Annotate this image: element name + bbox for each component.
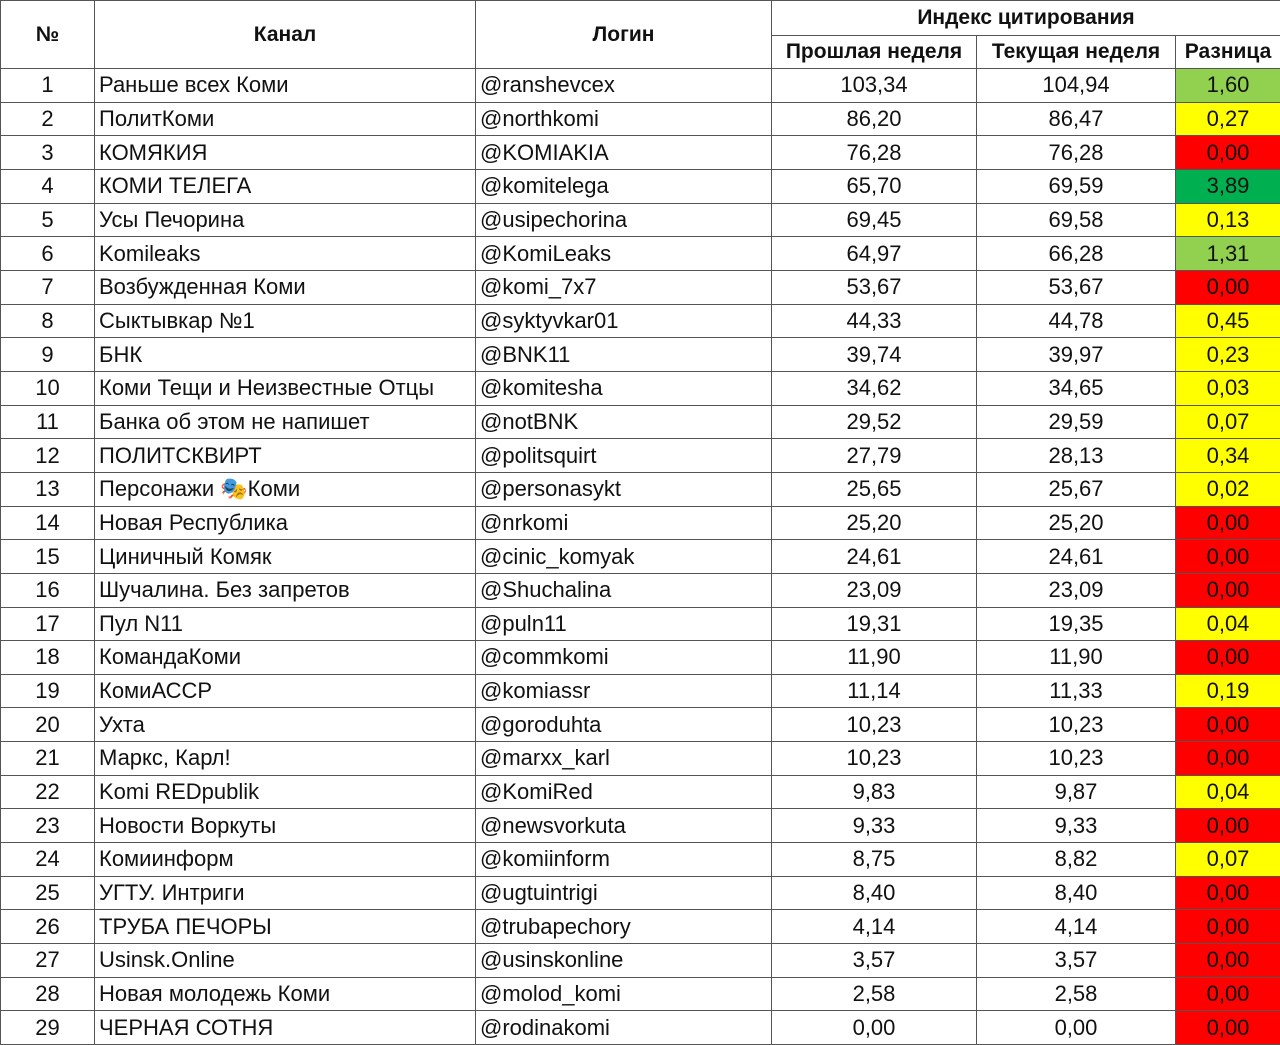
channel-name: Новая Республика — [95, 506, 476, 540]
channel-name: Новая молодежь Коми — [95, 977, 476, 1011]
channel-name: Маркс, Карл! — [95, 742, 476, 776]
prev-week-value: 25,65 — [772, 472, 977, 506]
diff-value: 0,34 — [1176, 439, 1280, 473]
channel-login: @usinskonline — [476, 944, 772, 978]
prev-week-value: 0,00 — [772, 1011, 977, 1045]
header-login: Логин — [476, 1, 772, 69]
curr-week-value: 104,94 — [977, 69, 1176, 103]
prev-week-value: 3,57 — [772, 944, 977, 978]
header-diff: Разница — [1176, 36, 1280, 69]
curr-week-value: 19,35 — [977, 607, 1176, 641]
row-number: 6 — [1, 237, 95, 271]
curr-week-value: 10,23 — [977, 742, 1176, 776]
prev-week-value: 4,14 — [772, 910, 977, 944]
channel-login: @personasykt — [476, 472, 772, 506]
table-row — [1, 69, 1280, 103]
diff-value: 3,89 — [1176, 169, 1280, 203]
channel-login: @northkomi — [476, 102, 772, 136]
diff-value: 0,00 — [1176, 742, 1280, 776]
channel-login: @komiinform — [476, 843, 772, 877]
channel-login: @KOMIAKIA — [476, 136, 772, 170]
curr-week-value: 4,14 — [977, 910, 1176, 944]
channel-login: @nrkomi — [476, 506, 772, 540]
table-row — [1, 607, 1280, 641]
channel-name: Komi REDpublik — [95, 775, 476, 809]
channel-login: @molod_komi — [476, 977, 772, 1011]
curr-week-value: 86,47 — [977, 102, 1176, 136]
curr-week-value: 0,00 — [977, 1011, 1176, 1045]
prev-week-value: 86,20 — [772, 102, 977, 136]
prev-week-value: 53,67 — [772, 270, 977, 304]
diff-value: 0,00 — [1176, 1011, 1280, 1045]
diff-value: 1,31 — [1176, 237, 1280, 271]
row-number: 18 — [1, 641, 95, 675]
row-number: 8 — [1, 304, 95, 338]
prev-week-value: 11,14 — [772, 674, 977, 708]
row-number: 1 — [1, 69, 95, 103]
table-row — [1, 405, 1280, 439]
table-row — [1, 506, 1280, 540]
curr-week-value: 76,28 — [977, 136, 1176, 170]
curr-week-value: 29,59 — [977, 405, 1176, 439]
diff-value: 0,00 — [1176, 641, 1280, 675]
channel-name: Сыктывкар №1 — [95, 304, 476, 338]
channel-name: КОМИ ТЕЛЕГА — [95, 169, 476, 203]
channel-name: ПолитКоми — [95, 102, 476, 136]
row-number: 7 — [1, 270, 95, 304]
curr-week-value: 25,67 — [977, 472, 1176, 506]
curr-week-value: 66,28 — [977, 237, 1176, 271]
row-number: 19 — [1, 674, 95, 708]
table-row — [1, 1011, 1280, 1045]
row-number: 16 — [1, 573, 95, 607]
header-number: № — [1, 1, 95, 69]
row-number: 5 — [1, 203, 95, 237]
channel-login: @komitesha — [476, 371, 772, 405]
curr-week-value: 10,23 — [977, 708, 1176, 742]
header-citation-index: Индекс цитирования — [772, 1, 1280, 36]
curr-week-value: 53,67 — [977, 270, 1176, 304]
channel-name: Usinsk.Online — [95, 944, 476, 978]
channel-login: @komitelega — [476, 169, 772, 203]
table-row — [1, 944, 1280, 978]
channel-login: @cinic_komyak — [476, 540, 772, 574]
header-curr-week: Текущая неделя — [977, 36, 1176, 69]
channel-name: Ухта — [95, 708, 476, 742]
row-number: 17 — [1, 607, 95, 641]
table-row — [1, 472, 1280, 506]
table-row — [1, 136, 1280, 170]
diff-value: 0,27 — [1176, 102, 1280, 136]
header-prev-week: Прошлая неделя — [772, 36, 977, 69]
channel-name: Раньше всех Коми — [95, 69, 476, 103]
table-row — [1, 540, 1280, 574]
row-number: 4 — [1, 169, 95, 203]
diff-value: 0,00 — [1176, 944, 1280, 978]
prev-week-value: 10,23 — [772, 708, 977, 742]
diff-value: 0,00 — [1176, 977, 1280, 1011]
table-row — [1, 169, 1280, 203]
channel-name: Коми Тещи и Неизвестные Отцы — [95, 371, 476, 405]
table-row — [1, 270, 1280, 304]
prev-week-value: 69,45 — [772, 203, 977, 237]
channel-name: ПОЛИТСКВИРТ — [95, 439, 476, 473]
curr-week-value: 3,57 — [977, 944, 1176, 978]
diff-value: 0,00 — [1176, 708, 1280, 742]
diff-value: 0,07 — [1176, 843, 1280, 877]
row-number: 29 — [1, 1011, 95, 1045]
channel-login: @komi_7x7 — [476, 270, 772, 304]
curr-week-value: 9,33 — [977, 809, 1176, 843]
channel-login: @goroduhta — [476, 708, 772, 742]
channel-login: @commkomi — [476, 641, 772, 675]
prev-week-value: 27,79 — [772, 439, 977, 473]
channel-name: Банка об этом не напишет — [95, 405, 476, 439]
diff-value: 0,45 — [1176, 304, 1280, 338]
diff-value: 0,00 — [1176, 573, 1280, 607]
table-row — [1, 977, 1280, 1011]
row-number: 22 — [1, 775, 95, 809]
channel-name: Усы Печорина — [95, 203, 476, 237]
curr-week-value: 8,82 — [977, 843, 1176, 877]
table-row — [1, 439, 1280, 473]
channel-login: @trubapechory — [476, 910, 772, 944]
prev-week-value: 25,20 — [772, 506, 977, 540]
curr-week-value: 34,65 — [977, 371, 1176, 405]
table-row — [1, 742, 1280, 776]
row-number: 23 — [1, 809, 95, 843]
diff-value: 0,00 — [1176, 270, 1280, 304]
prev-week-value: 8,75 — [772, 843, 977, 877]
row-number: 12 — [1, 439, 95, 473]
prev-week-value: 23,09 — [772, 573, 977, 607]
row-number: 2 — [1, 102, 95, 136]
channel-login: @notBNK — [476, 405, 772, 439]
table-row — [1, 338, 1280, 372]
prev-week-value: 34,62 — [772, 371, 977, 405]
diff-value: 0,07 — [1176, 405, 1280, 439]
prev-week-value: 8,40 — [772, 876, 977, 910]
prev-week-value: 39,74 — [772, 338, 977, 372]
table-row — [1, 304, 1280, 338]
prev-week-value: 103,34 — [772, 69, 977, 103]
row-number: 3 — [1, 136, 95, 170]
row-number: 21 — [1, 742, 95, 776]
curr-week-value: 11,33 — [977, 674, 1176, 708]
table-row — [1, 102, 1280, 136]
channel-name: Циничный Комяк — [95, 540, 476, 574]
table-row — [1, 876, 1280, 910]
row-number: 15 — [1, 540, 95, 574]
prev-week-value: 76,28 — [772, 136, 977, 170]
channel-name: Komileaks — [95, 237, 476, 271]
table-row — [1, 641, 1280, 675]
channel-login: @rodinakomi — [476, 1011, 772, 1045]
diff-value: 0,04 — [1176, 775, 1280, 809]
row-number: 13 — [1, 472, 95, 506]
prev-week-value: 19,31 — [772, 607, 977, 641]
header-channel: Канал — [95, 1, 476, 69]
channel-login: @marxx_karl — [476, 742, 772, 776]
channel-name: Возбужденная Коми — [95, 270, 476, 304]
channel-login: @usipechorina — [476, 203, 772, 237]
prev-week-value: 10,23 — [772, 742, 977, 776]
channel-name: Персонажи 🎭Коми — [95, 472, 476, 506]
diff-value: 0,13 — [1176, 203, 1280, 237]
channel-login: @komiassr — [476, 674, 772, 708]
table-row — [1, 910, 1280, 944]
channel-name: ЧЕРНАЯ СОТНЯ — [95, 1011, 476, 1045]
prev-week-value: 11,90 — [772, 641, 977, 675]
table-row — [1, 809, 1280, 843]
channel-login: @puln11 — [476, 607, 772, 641]
diff-value: 0,00 — [1176, 809, 1280, 843]
prev-week-value: 44,33 — [772, 304, 977, 338]
curr-week-value: 9,87 — [977, 775, 1176, 809]
row-number: 27 — [1, 944, 95, 978]
table-row — [1, 674, 1280, 708]
channel-login: @Shuchalina — [476, 573, 772, 607]
curr-week-value: 23,09 — [977, 573, 1176, 607]
channel-login: @politsquirt — [476, 439, 772, 473]
channel-login: @syktyvkar01 — [476, 304, 772, 338]
table-row — [1, 775, 1280, 809]
row-number: 20 — [1, 708, 95, 742]
curr-week-value: 25,20 — [977, 506, 1176, 540]
channel-login: @BNK11 — [476, 338, 772, 372]
row-number: 24 — [1, 843, 95, 877]
curr-week-value: 69,59 — [977, 169, 1176, 203]
curr-week-value: 69,58 — [977, 203, 1176, 237]
curr-week-value: 24,61 — [977, 540, 1176, 574]
prev-week-value: 9,33 — [772, 809, 977, 843]
row-number: 11 — [1, 405, 95, 439]
channel-name: КомандаКоми — [95, 641, 476, 675]
diff-value: 0,00 — [1176, 136, 1280, 170]
diff-value: 0,19 — [1176, 674, 1280, 708]
diff-value: 0,00 — [1176, 910, 1280, 944]
channel-login: @KomiLeaks — [476, 237, 772, 271]
curr-week-value: 28,13 — [977, 439, 1176, 473]
channel-name: КОМЯКИЯ — [95, 136, 476, 170]
diff-value: 1,60 — [1176, 69, 1280, 103]
row-number: 26 — [1, 910, 95, 944]
curr-week-value: 44,78 — [977, 304, 1176, 338]
channel-login: @KomiRed — [476, 775, 772, 809]
row-number: 14 — [1, 506, 95, 540]
diff-value: 0,00 — [1176, 506, 1280, 540]
diff-value: 0,03 — [1176, 371, 1280, 405]
channel-login: @newsvorkuta — [476, 809, 772, 843]
row-number: 28 — [1, 977, 95, 1011]
prev-week-value: 64,97 — [772, 237, 977, 271]
channel-name: ТРУБА ПЕЧОРЫ — [95, 910, 476, 944]
prev-week-value: 24,61 — [772, 540, 977, 574]
table-row — [1, 371, 1280, 405]
row-number: 10 — [1, 371, 95, 405]
channel-name: КомиАССР — [95, 674, 476, 708]
table-row — [1, 237, 1280, 271]
diff-value: 0,23 — [1176, 338, 1280, 372]
channel-login: @ugtuintrigi — [476, 876, 772, 910]
diff-value: 0,02 — [1176, 472, 1280, 506]
diff-value: 0,00 — [1176, 540, 1280, 574]
curr-week-value: 11,90 — [977, 641, 1176, 675]
channel-name: Пул N11 — [95, 607, 476, 641]
curr-week-value: 8,40 — [977, 876, 1176, 910]
prev-week-value: 29,52 — [772, 405, 977, 439]
prev-week-value: 9,83 — [772, 775, 977, 809]
table-row — [1, 573, 1280, 607]
table-row — [1, 203, 1280, 237]
prev-week-value: 2,58 — [772, 977, 977, 1011]
channel-name: БНК — [95, 338, 476, 372]
channel-login: @ranshevcex — [476, 69, 772, 103]
row-number: 25 — [1, 876, 95, 910]
curr-week-value: 2,58 — [977, 977, 1176, 1011]
channel-name: Шучалина. Без запретов — [95, 573, 476, 607]
channel-name: Новости Воркуты — [95, 809, 476, 843]
diff-value: 0,04 — [1176, 607, 1280, 641]
table-row — [1, 843, 1280, 877]
diff-value: 0,00 — [1176, 876, 1280, 910]
channel-name: УГТУ. Интриги — [95, 876, 476, 910]
channel-name: Комиинформ — [95, 843, 476, 877]
table-row — [1, 708, 1280, 742]
prev-week-value: 65,70 — [772, 169, 977, 203]
curr-week-value: 39,97 — [977, 338, 1176, 372]
row-number: 9 — [1, 338, 95, 372]
